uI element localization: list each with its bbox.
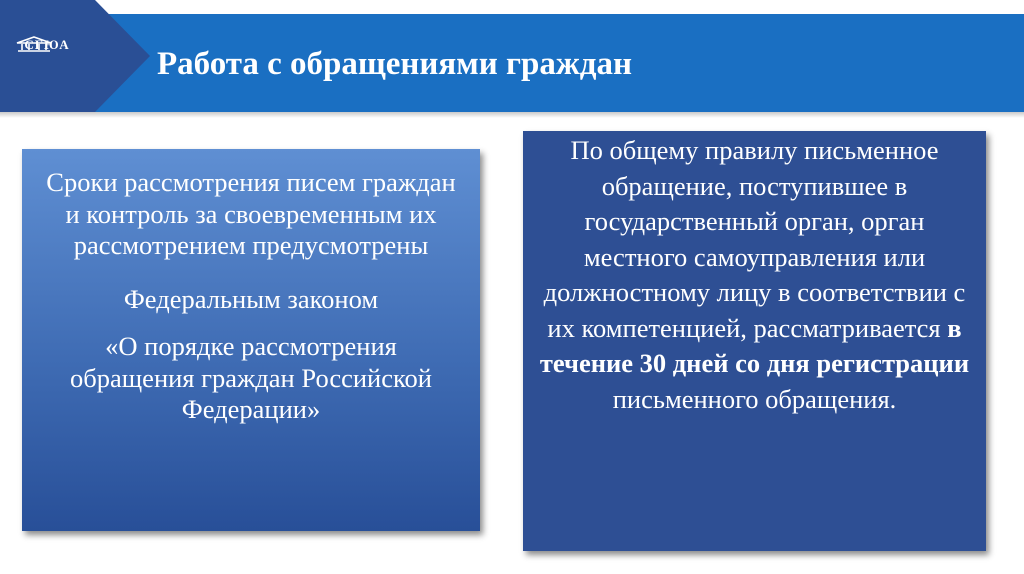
building-icon	[14, 36, 54, 52]
left-paragraph-deadlines: Сроки рассмотрения писем граждан и контроль за своевременным их рассмотрением предусмотрены	[46, 167, 456, 260]
right-text-end: письменного обращения.	[612, 383, 897, 414]
header-shadow	[0, 112, 1024, 118]
page-title: Работа с обращениями граждан	[157, 46, 633, 82]
right-text-start: По общему правилу письменное обращение, поступившее в государственный орган, орган местного самоуправления или должностному лицу в соответствии с их компетенцией, рассматривается	[543, 135, 966, 343]
logo-text: СГЮА	[24, 37, 70, 52]
left-paragraph-law: Федеральным законом	[123, 283, 379, 314]
right-info-box	[523, 131, 986, 551]
right-text-bold-deadline: в течение 30 дней со дня регистрации	[539, 312, 970, 378]
right-paragraph	[537, 133, 972, 417]
left-paragraph-law-title: «О порядке рассмотрения обращения граждан Российской Федерации»	[70, 331, 432, 424]
logo	[14, 36, 80, 78]
left-info-box	[22, 149, 480, 531]
logo-panel	[0, 0, 150, 112]
